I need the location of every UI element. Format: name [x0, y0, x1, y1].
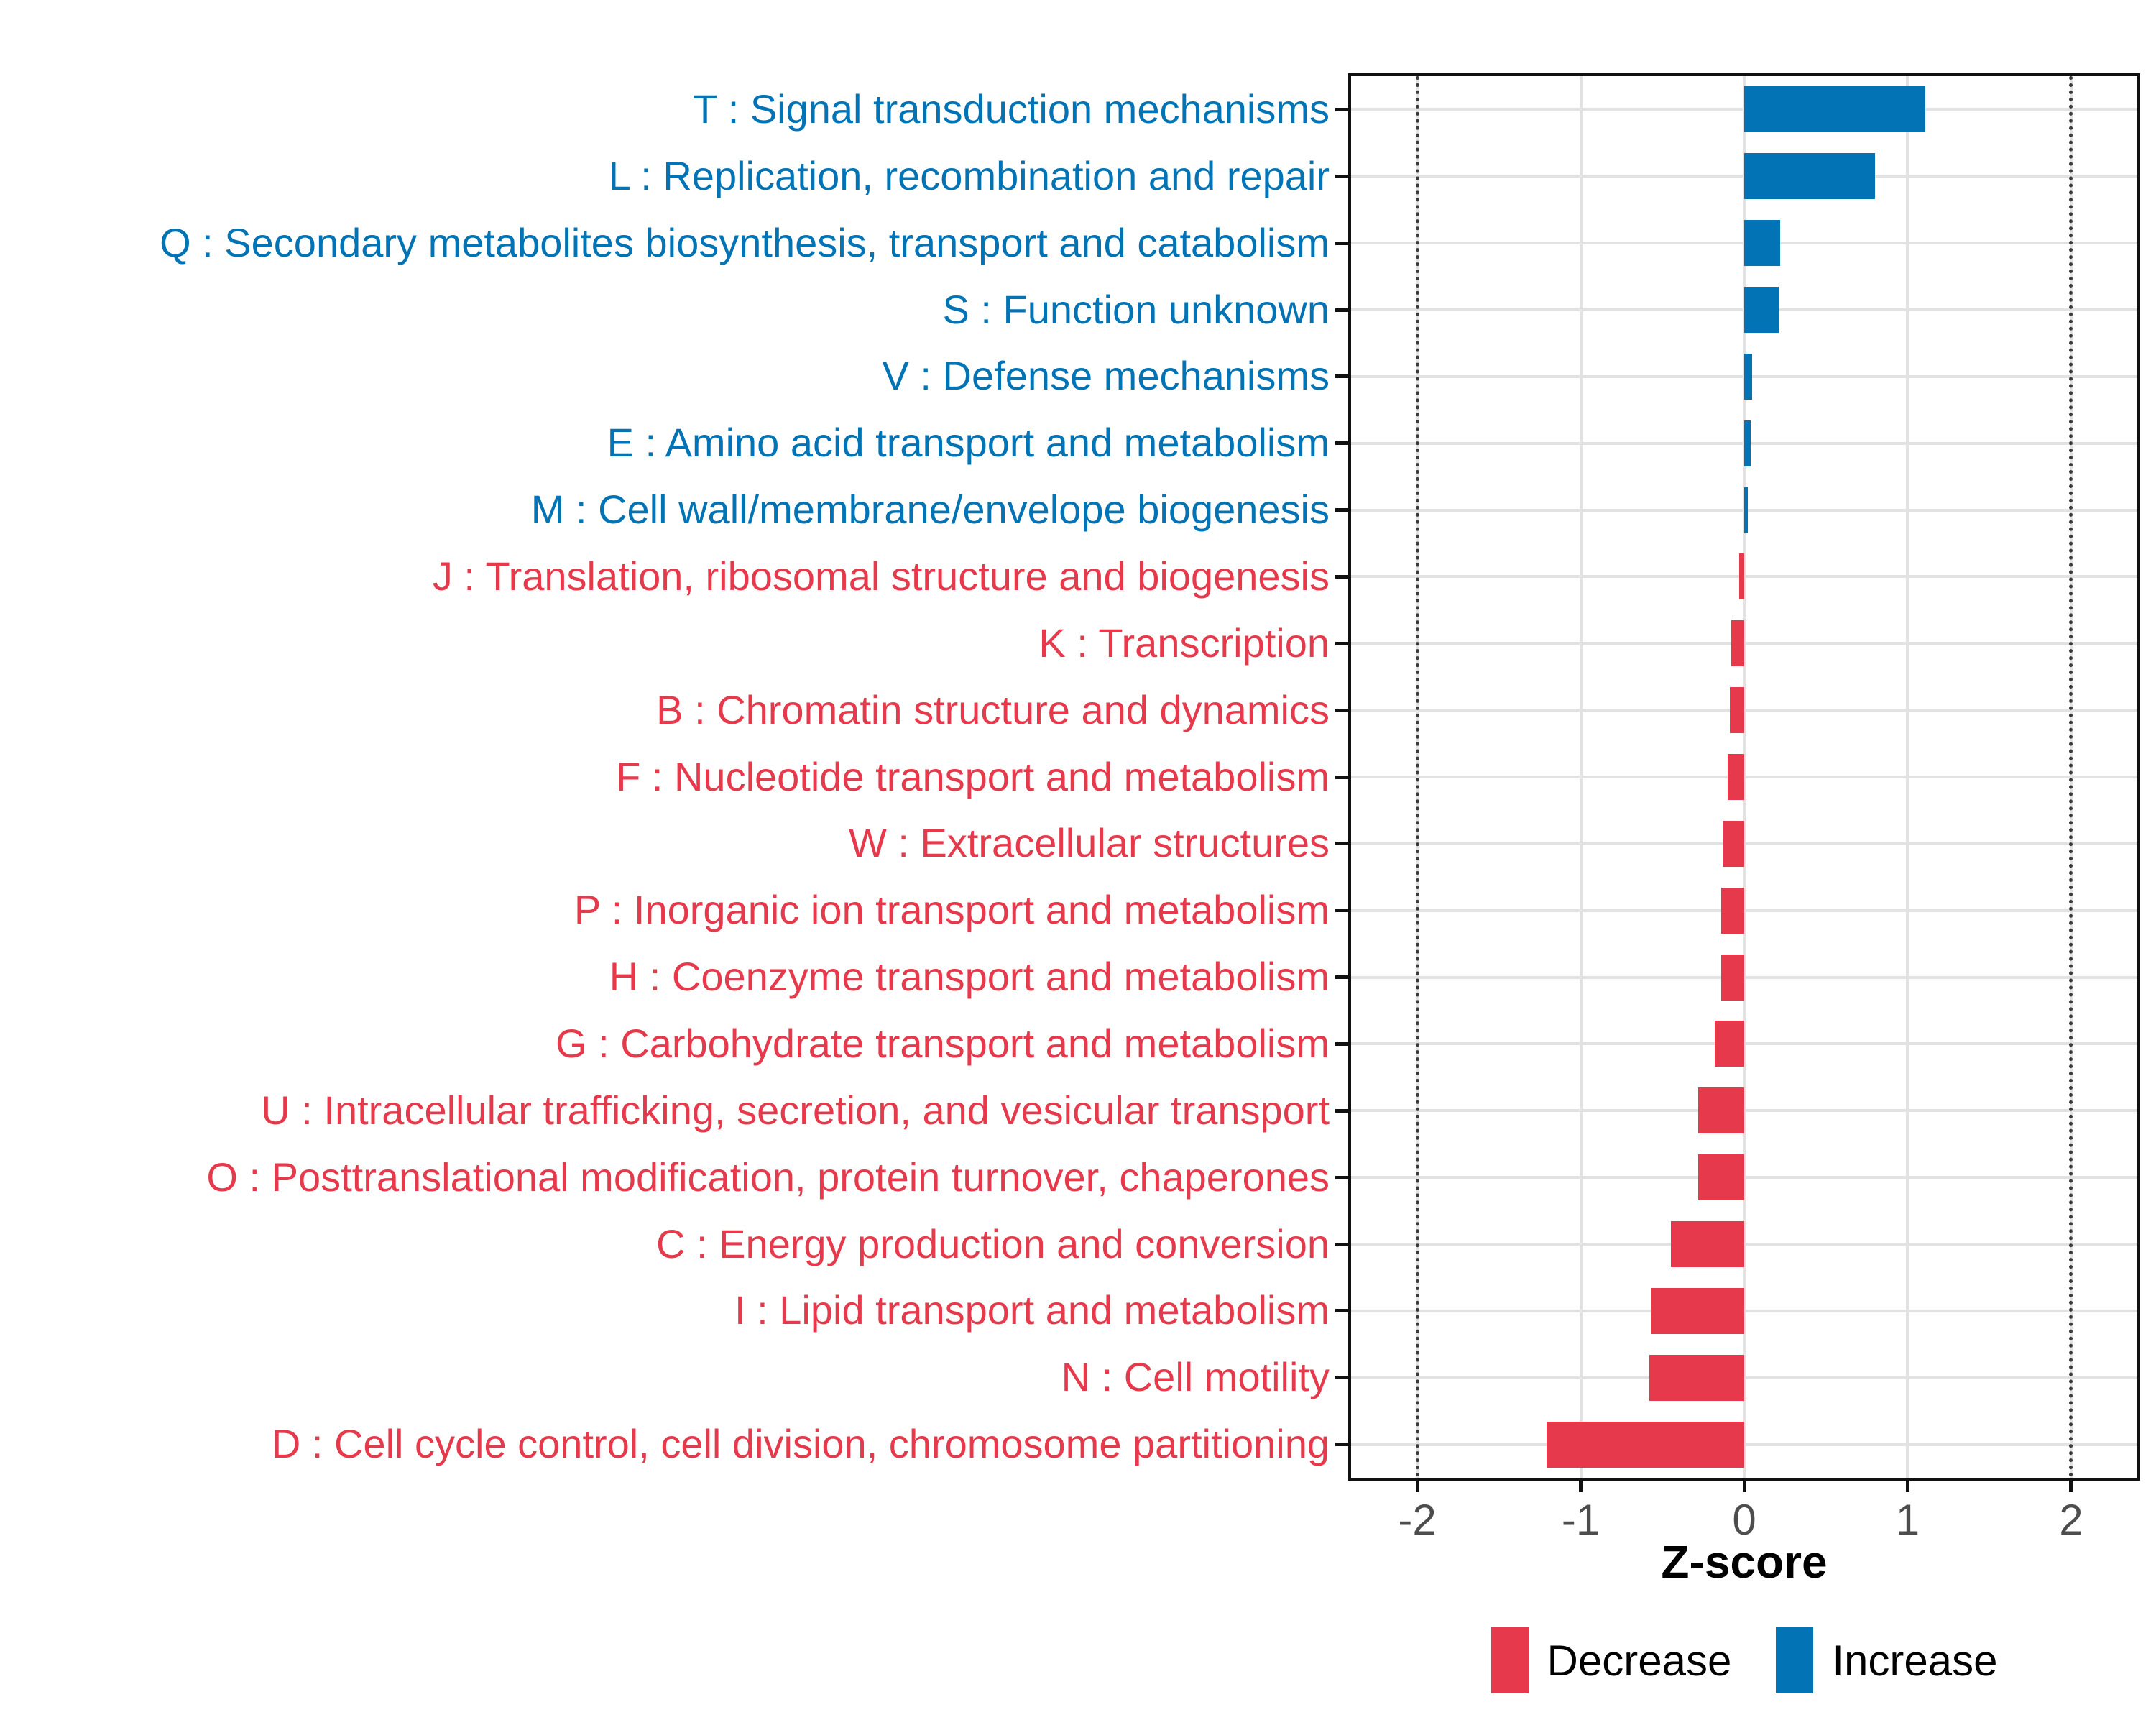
y-label-B: B : Chromatin structure and dynamics	[656, 686, 1330, 732]
bar-T	[1744, 86, 1925, 132]
y-label-Q: Q : Secondary metabolites biosynthesis, transport and catabolism	[160, 219, 1330, 265]
reference-line-2	[2069, 76, 2073, 1478]
y-label-S: S : Function unknown	[942, 286, 1330, 332]
y-tick-P	[1335, 908, 1348, 912]
y-tick-K	[1335, 642, 1348, 645]
bar-H	[1721, 954, 1744, 1000]
y-label-O: O : Posttranslational modification, protein turnover, chaperones	[206, 1154, 1330, 1200]
y-label-U: U : Intracellular trafficking, secretion, and vesicular transport	[261, 1087, 1330, 1133]
x-tick-label--1: -1	[1561, 1496, 1600, 1544]
bar-B	[1730, 687, 1744, 733]
bar-K	[1731, 620, 1744, 666]
y-tick-N	[1335, 1376, 1348, 1379]
y-tick-F	[1335, 776, 1348, 779]
x-tick-0	[1743, 1481, 1746, 1492]
y-tick-U	[1335, 1109, 1348, 1113]
y-label-M: M : Cell wall/membrane/envelope biogenesis	[530, 487, 1330, 533]
y-tick-E	[1335, 441, 1348, 445]
bar-J	[1739, 553, 1744, 599]
y-label-N: N : Cell motility	[1061, 1354, 1330, 1400]
bar-V	[1744, 354, 1752, 400]
y-label-D: D : Cell cycle control, cell division, chromosome partitioning	[271, 1421, 1330, 1467]
y-label-I: I : Lipid transport and metabolism	[734, 1287, 1330, 1333]
x-tick-label-2: 2	[2059, 1496, 2083, 1544]
bar-Q	[1744, 220, 1780, 266]
y-tick-I	[1335, 1309, 1348, 1312]
bar-D	[1547, 1422, 1744, 1468]
y-tick-L	[1335, 175, 1348, 178]
x-axis-title: Z-score	[1661, 1536, 1828, 1588]
bar-G	[1715, 1021, 1744, 1067]
legend-key-increase	[1776, 1627, 1813, 1693]
y-label-J: J : Translation, ribosomal structure and biogenesis	[432, 553, 1330, 599]
bar-P	[1721, 888, 1744, 934]
y-label-C: C : Energy production and conversion	[656, 1220, 1330, 1266]
legend-label-decrease: Decrease	[1547, 1636, 1732, 1685]
y-tick-H	[1335, 975, 1348, 979]
bar-M	[1744, 487, 1748, 533]
y-tick-S	[1335, 308, 1348, 312]
bar-L	[1744, 153, 1875, 199]
y-label-P: P : Inorganic ion transport and metabolism	[573, 887, 1330, 933]
y-label-G: G : Carbohydrate transport and metabolism	[556, 1021, 1330, 1066]
bar-N	[1649, 1355, 1744, 1401]
bar-F	[1728, 754, 1744, 800]
y-label-W: W : Extracellular structures	[848, 820, 1330, 866]
y-label-H: H : Coenzyme transport and metabolism	[609, 954, 1330, 1000]
y-tick-J	[1335, 575, 1348, 579]
y-tick-T	[1335, 108, 1348, 111]
y-tick-B	[1335, 709, 1348, 712]
x-tick--2	[1416, 1481, 1419, 1492]
y-tick-O	[1335, 1176, 1348, 1179]
y-label-E: E : Amino acid transport and metabolism	[607, 420, 1330, 466]
legend-label-increase: Increase	[1832, 1636, 1998, 1685]
bar-W	[1723, 821, 1744, 867]
y-label-F: F : Nucleotide transport and metabolism	[616, 753, 1330, 799]
y-label-V: V : Defense mechanisms	[882, 353, 1330, 399]
bar-S	[1744, 287, 1779, 333]
bar-C	[1671, 1221, 1744, 1267]
y-tick-M	[1335, 508, 1348, 512]
y-tick-C	[1335, 1243, 1348, 1246]
bar-E	[1744, 420, 1751, 466]
y-label-K: K : Transcription	[1038, 620, 1330, 666]
y-tick-Q	[1335, 242, 1348, 245]
legend-key-decrease	[1491, 1627, 1529, 1693]
x-tick-1	[1906, 1481, 1909, 1492]
legend	[1348, 1626, 2140, 1695]
x-tick-label-0: 0	[1732, 1496, 1756, 1544]
y-label-L: L : Replication, recombination and repair	[608, 152, 1330, 198]
y-tick-W	[1335, 842, 1348, 845]
y-tick-G	[1335, 1042, 1348, 1046]
y-tick-D	[1335, 1443, 1348, 1446]
gridline-x--1	[1580, 76, 1583, 1478]
x-tick-label--2: -2	[1398, 1496, 1437, 1544]
bar-U	[1698, 1087, 1744, 1133]
x-tick-2	[2069, 1481, 2073, 1492]
plot-panel	[1348, 73, 2140, 1481]
y-label-T: T : Signal transduction mechanisms	[692, 86, 1330, 132]
y-tick-V	[1335, 374, 1348, 378]
gridline-x-1	[1906, 76, 1909, 1478]
reference-line--2	[1416, 76, 1419, 1478]
x-tick-label-1: 1	[1895, 1496, 1920, 1544]
x-tick--1	[1579, 1481, 1583, 1492]
bar-I	[1651, 1288, 1744, 1334]
bar-O	[1698, 1154, 1744, 1200]
